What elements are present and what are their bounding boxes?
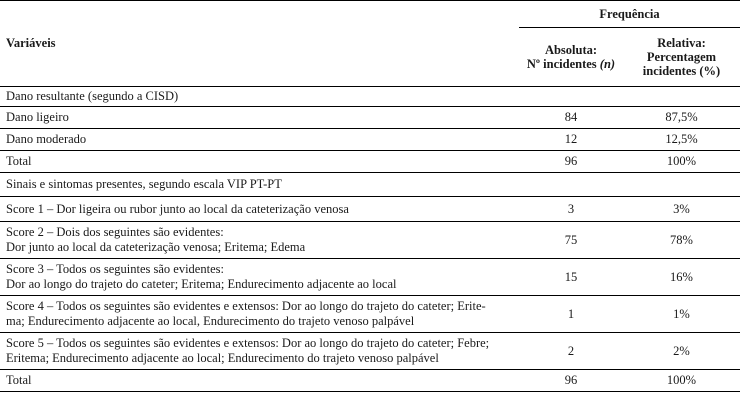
row-label-line2: Dor junto ao local da cateterização venosa; Eritema; Edema: [6, 240, 306, 254]
table-row: [0, 129, 740, 151]
table-row-total: [0, 151, 740, 173]
table-row-total: [0, 370, 740, 392]
header-frequencia: Frequência: [519, 1, 740, 28]
table-row: [0, 197, 740, 222]
row-label-line1: Score 5 – Todos os seguintes são evidentes e extensos: Dor ao longo do trajeto do cateter; Febre;: [6, 336, 490, 350]
row-label: [0, 333, 519, 370]
header-relativa-line3: incidentes (%): [642, 64, 721, 78]
row-rel: 12,5%: [623, 129, 740, 151]
header-absoluta: [519, 28, 623, 87]
row-label: [0, 222, 519, 259]
row-rel: 16%: [623, 259, 740, 296]
table-row: [0, 333, 740, 370]
row-label: Total: [0, 370, 519, 392]
row-rel: 2%: [623, 333, 740, 370]
row-abs: 1: [519, 296, 623, 333]
header-absoluta-text: Nº incidentes: [526, 57, 597, 71]
header-row-top: [0, 1, 740, 28]
header-absoluta-line2: [525, 57, 617, 71]
table-row: [0, 222, 740, 259]
row-abs: 3: [519, 197, 623, 222]
row-label: [0, 296, 519, 333]
row-label-line1: Score 2 – Dois dos seguintes são evidentes:: [6, 225, 224, 239]
section2-title: Sinais e sintomas presentes, segundo escala VIP PT-PT: [0, 173, 740, 197]
row-label-line2: Eritema; Endurecimento adjacente ao local; Endurecimento do trajeto venoso palpável: [6, 351, 439, 365]
row-rel: 100%: [623, 370, 740, 392]
section1-title-row: [0, 87, 740, 107]
row-label: Dano moderado: [0, 129, 519, 151]
row-abs: 75: [519, 222, 623, 259]
table-row: [0, 296, 740, 333]
row-abs: 15: [519, 259, 623, 296]
row-label: Total: [0, 151, 519, 173]
row-rel: 1%: [623, 296, 740, 333]
row-abs: 96: [519, 370, 623, 392]
header-relativa-line2: Percentagem: [646, 50, 717, 64]
table-row: [0, 107, 740, 129]
row-label-line1: Score 3 – Todos os seguintes são evidentes:: [6, 262, 224, 276]
row-abs: 84: [519, 107, 623, 129]
header-absoluta-n: (n): [599, 57, 616, 71]
row-rel: 3%: [623, 197, 740, 222]
header-relativa-line1: Relativa:: [657, 36, 706, 50]
row-label-line1: Score 4 – Todos os seguintes são evidentes e extensos: Dor ao longo do trajeto do cateter; Erite-: [6, 299, 486, 313]
row-rel: 100%: [623, 151, 740, 173]
row-label-line2: Dor ao longo do trajeto do cateter; Eritema; Endurecimento adjacente ao local: [6, 277, 397, 291]
header-relativa: [623, 28, 740, 87]
header-variaveis: Variáveis: [0, 1, 519, 87]
row-label-line2: ma; Endurecimento adjacente ao local, Endurecimento do trajeto venoso palpável: [6, 314, 415, 328]
section2-title-row: [0, 173, 740, 197]
row-label: [0, 259, 519, 296]
table-row: [0, 259, 740, 296]
row-abs: 96: [519, 151, 623, 173]
row-rel: 87,5%: [623, 107, 740, 129]
row-label: Score 1 – Dor ligeira ou rubor junto ao local da cateterização venosa: [0, 197, 519, 222]
row-abs: 2: [519, 333, 623, 370]
row-abs: 12: [519, 129, 623, 151]
section1-title: Dano resultante (segundo a CISD): [0, 87, 740, 107]
row-rel: 78%: [623, 222, 740, 259]
header-absoluta-line1: Absoluta:: [544, 43, 598, 57]
row-label: Dano ligeiro: [0, 107, 519, 129]
